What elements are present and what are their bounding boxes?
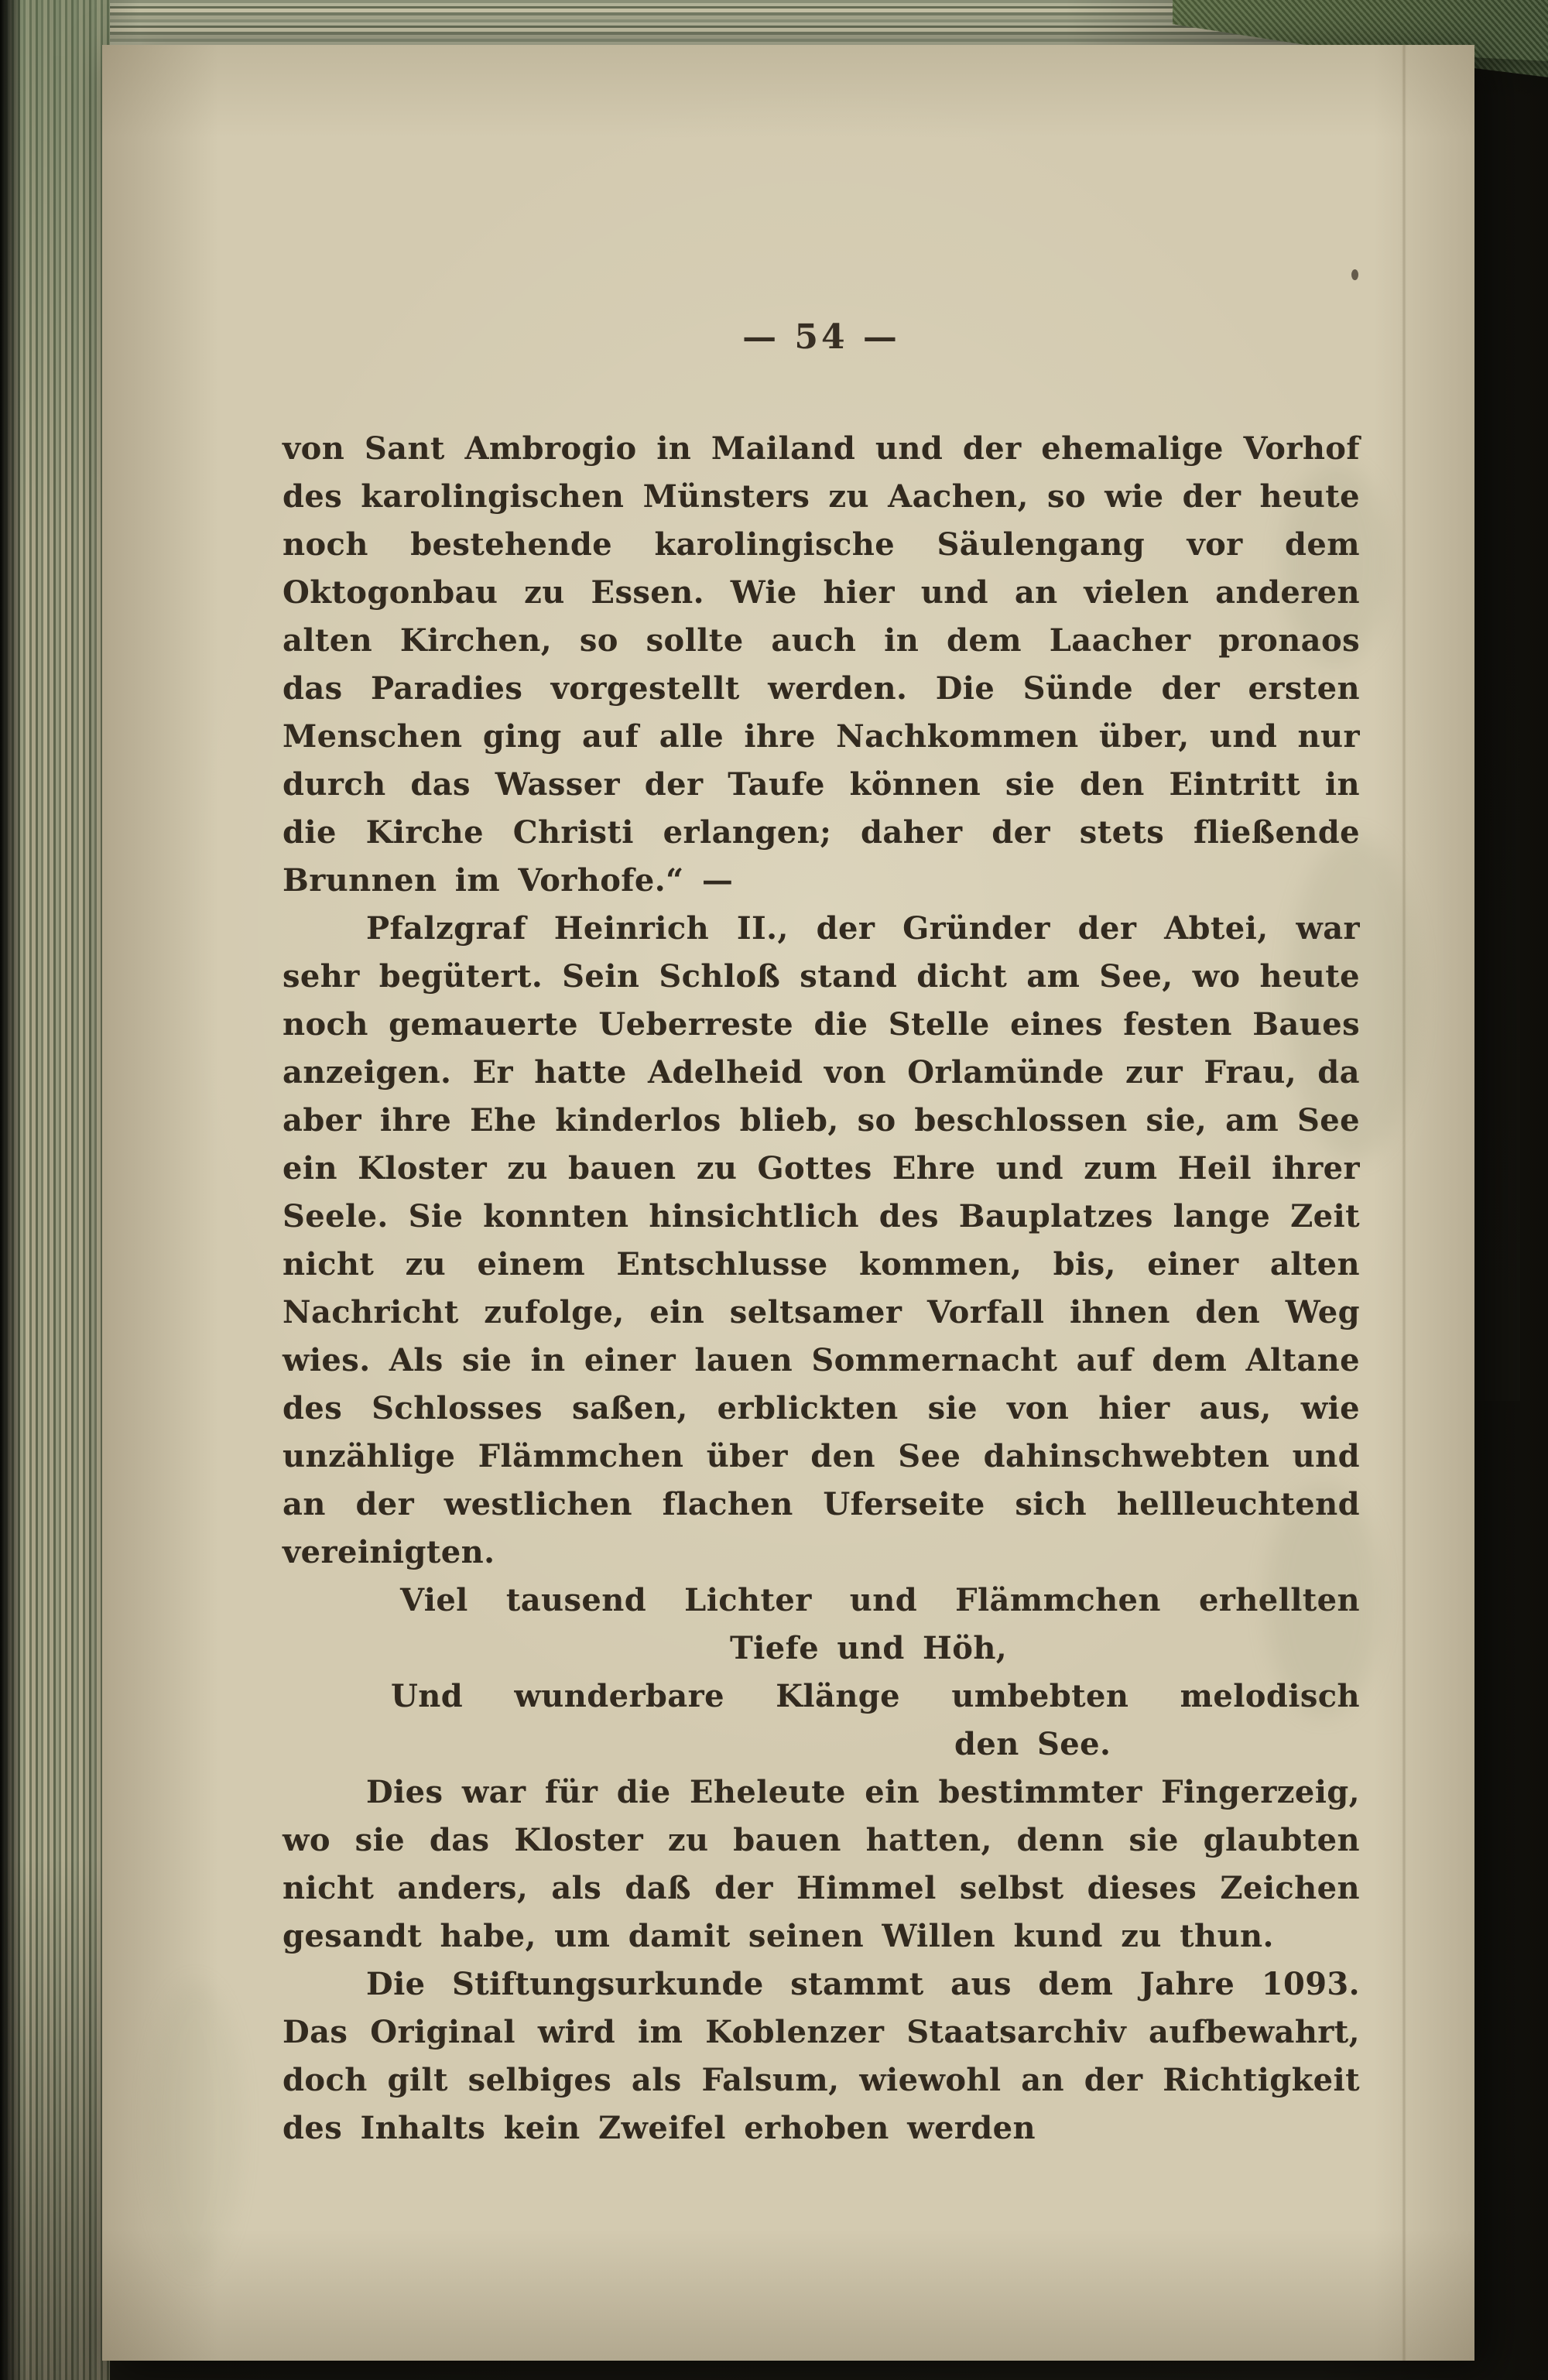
paragraph: Die Stiftungsurkunde stammt aus dem Jahre 1093. Das Original wird im Koblenzer Staatsarchiv aufbewahrt, doch gilt selbiges als Falsum, wiewohl an der Richtigkeit des Inhalts kein Zweifel erhoben werden (283, 1966, 1360, 2146)
paragraph: Dies war für die Eheleute ein bestimmter Fingerzeig, wo sie das Kloster zu bauen hatten, denn sie glaubten nicht anders, als daß der Himmel selbst dieses Zeichen gesandt habe, um damit seinen Willen kund zu thun. (283, 1774, 1360, 1954)
show-through-smudge (149, 1980, 241, 2274)
verse-line: Und wunderbare Klänge umbebten melodisch (391, 1678, 1360, 1714)
page-content (283, 317, 1360, 2152)
page-number: — 54 — (742, 317, 900, 357)
page-text (283, 425, 1360, 2152)
verse-line: den See. (954, 1726, 1111, 1762)
paragraph: von Sant Ambrogio in Mailand und der ehemalige Vorhof des karolingischen Münsters zu Aachen, so wie der heute noch bestehende karolingische Säulengang vor dem Oktogonbau zu Essen. Wie hier und an vielen anderen alten Kirchen, so sollte auch in dem Laacher pronaos das Paradies vorgestellt werden. Die Sünde der ersten Menschen ging auf alle ihre Nachkommen über, und nur durch das Wasser der Taufe können sie den Eintritt in die Kirche Christi erlangen; daher der stets fließende Brunnen im Vorhofe.“ — (283, 430, 1360, 899)
book-page (102, 45, 1474, 2361)
page-stack-left-edge (0, 0, 110, 2380)
ink-speck (1351, 269, 1358, 280)
paragraph: Pfalzgraf Heinrich II., der Gründer der Abtei, war sehr begütert. Sein Schloß stand dicht am See, wo heute noch gemauerte Ueberreste die Stelle eines festen Baues anzeigen. Er hatte Adelheid von Orlamünde zur Frau, da aber ihre Ehe kinderlos blieb, so beschlossen sie, am See ein Kloster zu bauen zu Gottes Ehre und zum Heil ihrer Seele. Sie konnten hinsichtlich des Bauplatzes lange Zeit nicht zu einem Entschlusse kommen, bis, einer alten Nachricht zufolge, ein seltsamer Vorfall ihnen den Weg wies. Als sie in einer lauen Sommernacht auf dem Altane des Schlosses saßen, erblickten sie von hier aus, wie unzählige Flämmchen über den See dahinschwebten und an der westlichen flachen Uferseite sich hellleuchtend vereinigten. (283, 910, 1360, 1570)
verse-line: Tiefe und Höh, (730, 1630, 1008, 1666)
page-stack-right-edge (1472, 46, 1520, 1401)
verse-line: Viel tausend Lichter und Flämmchen erhellten (400, 1582, 1360, 1618)
verse-block (283, 1577, 1360, 1769)
